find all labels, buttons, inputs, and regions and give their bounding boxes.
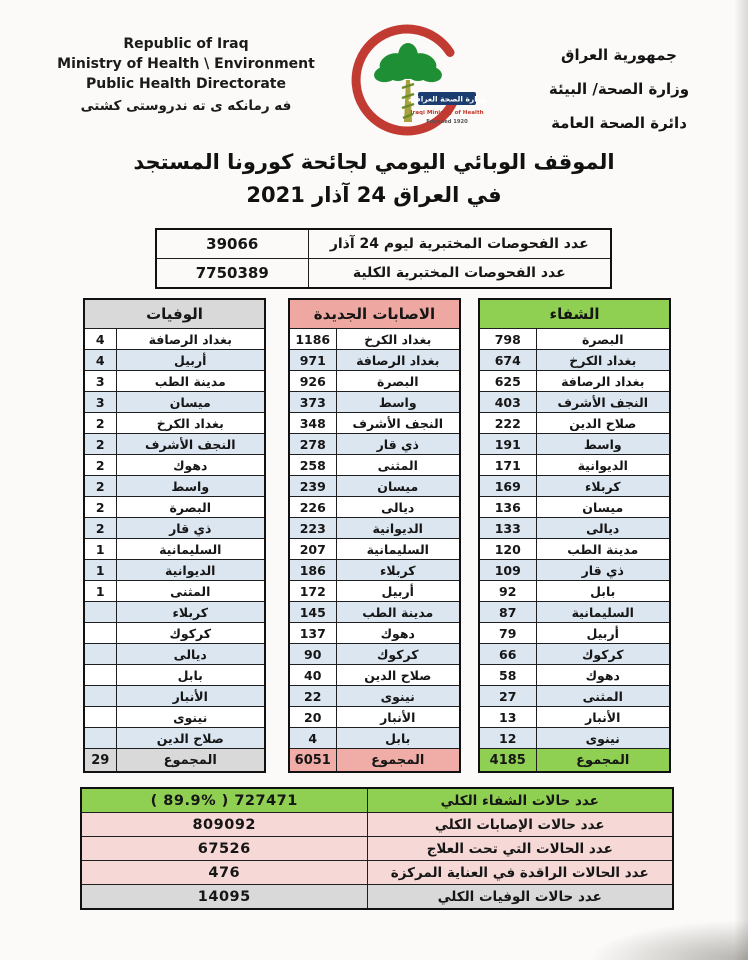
lab-tests-label: عدد الفحوصات المختبرية ليوم 24 آذار xyxy=(308,229,611,259)
table-row xyxy=(84,434,265,455)
region-value: 226 xyxy=(289,497,336,518)
lab-tests-value: 7750389 xyxy=(156,259,308,289)
region-name: كربلاء xyxy=(116,602,265,623)
region-name: الديوانية xyxy=(336,518,460,539)
logo-english-name: Iraqi Ministry of Health xyxy=(410,110,484,116)
region-value xyxy=(84,707,116,728)
table-row xyxy=(84,581,265,602)
photo-edge-shadow xyxy=(734,0,748,960)
region-value: 20 xyxy=(289,707,336,728)
region-name: الأنبار xyxy=(336,707,460,728)
table-row xyxy=(84,644,265,665)
total-value: 4185 xyxy=(479,749,536,773)
region-value: 971 xyxy=(289,350,336,371)
region-value: 4 xyxy=(289,728,336,749)
table-row xyxy=(84,623,265,644)
region-name: ديالى xyxy=(116,644,265,665)
region-value: 137 xyxy=(289,623,336,644)
region-value: 3 xyxy=(84,392,116,413)
table-row xyxy=(289,665,460,686)
region-value: 87 xyxy=(479,602,536,623)
region-name: كركوك xyxy=(116,623,265,644)
table-row xyxy=(289,707,460,728)
totals-summary-table xyxy=(80,787,674,910)
region-value: 348 xyxy=(289,413,336,434)
region-name: بغداد الرصافة xyxy=(116,329,265,350)
summary-label: عدد حالات الإصابات الكلي xyxy=(367,813,673,837)
recoveries-table xyxy=(478,298,671,773)
summary-label: عدد الحالات التي تحت العلاج xyxy=(367,837,673,861)
table-row xyxy=(84,371,265,392)
region-name: ميسان xyxy=(536,497,670,518)
region-value: 186 xyxy=(289,560,336,581)
table-row xyxy=(479,413,670,434)
table-row xyxy=(84,350,265,371)
table-row xyxy=(289,686,460,707)
table-row xyxy=(84,560,265,581)
table-row xyxy=(289,392,460,413)
region-value: 798 xyxy=(479,329,536,350)
table-row xyxy=(479,350,670,371)
region-value: 239 xyxy=(289,476,336,497)
table-row xyxy=(289,728,460,749)
region-name: مدينة الطب xyxy=(536,539,670,560)
region-value: 92 xyxy=(479,581,536,602)
total-label: المجموع xyxy=(116,749,265,773)
region-value: 3 xyxy=(84,371,116,392)
summary-row xyxy=(81,861,673,885)
region-value: 1186 xyxy=(289,329,336,350)
region-name: صلاح الدين xyxy=(336,665,460,686)
new-cases-table-title: الاصابات الجديدة xyxy=(289,299,460,329)
table-row xyxy=(84,392,265,413)
photo-corner-shadow xyxy=(588,920,748,960)
region-name: مدينة الطب xyxy=(116,371,265,392)
crescent-palm-logo-icon xyxy=(338,22,488,140)
region-name: بغداد الكرخ xyxy=(536,350,670,371)
table-row xyxy=(479,644,670,665)
region-name: البصرة xyxy=(336,371,460,392)
deaths-table-title: الوفيات xyxy=(84,299,265,329)
region-value: 109 xyxy=(479,560,536,581)
region-value: 2 xyxy=(84,455,116,476)
region-name: البصرة xyxy=(116,497,265,518)
region-value: 2 xyxy=(84,497,116,518)
region-name: النجف الأشرف xyxy=(336,413,460,434)
table-row xyxy=(479,434,670,455)
region-name: نينوى xyxy=(536,728,670,749)
total-value: 29 xyxy=(84,749,116,773)
table-row xyxy=(289,329,460,350)
table-row xyxy=(289,644,460,665)
region-value xyxy=(84,665,116,686)
region-name: المثنى xyxy=(336,455,460,476)
summary-value: 476 xyxy=(81,861,367,885)
summary-value: 14095 xyxy=(81,885,367,910)
table-row xyxy=(479,728,670,749)
region-name: النجف الأشرف xyxy=(536,392,670,413)
region-name: السليمانية xyxy=(116,539,265,560)
summary-row xyxy=(81,813,673,837)
region-value: 12 xyxy=(479,728,536,749)
table-row xyxy=(479,329,670,350)
region-value: 403 xyxy=(479,392,536,413)
region-value xyxy=(84,623,116,644)
table-row xyxy=(289,623,460,644)
table-row xyxy=(84,539,265,560)
region-value: 79 xyxy=(479,623,536,644)
region-value: 373 xyxy=(289,392,336,413)
region-name: ديالى xyxy=(536,518,670,539)
total-value: 6051 xyxy=(289,749,336,773)
table-row xyxy=(289,497,460,518)
table-row xyxy=(84,728,265,749)
region-value: 40 xyxy=(289,665,336,686)
summary-value: 67526 xyxy=(81,837,367,861)
region-value: 90 xyxy=(289,644,336,665)
table-row xyxy=(84,518,265,539)
report-title-line1: الموقف الوبائي اليومي لجائحة كورونا المستجد xyxy=(133,150,615,174)
header-en-line2: Ministry of Health \ Environment xyxy=(57,56,315,72)
region-value: 4 xyxy=(84,329,116,350)
region-name: بغداد الرصافة xyxy=(536,371,670,392)
table-row xyxy=(479,371,670,392)
region-name: صلاح الدين xyxy=(116,728,265,749)
header-english-block xyxy=(52,34,320,116)
region-name: الديوانية xyxy=(116,560,265,581)
table-row xyxy=(479,560,670,581)
table-row xyxy=(479,665,670,686)
table-total-row xyxy=(84,749,265,773)
table-row xyxy=(479,602,670,623)
table-row xyxy=(289,581,460,602)
region-value: 120 xyxy=(479,539,536,560)
region-name: أربيل xyxy=(116,350,265,371)
region-name: كركوك xyxy=(536,644,670,665)
region-value: 171 xyxy=(479,455,536,476)
region-value: 58 xyxy=(479,665,536,686)
table-row xyxy=(479,581,670,602)
header-en-line3: Public Health Directorate xyxy=(86,76,286,92)
table-row xyxy=(479,518,670,539)
table-row xyxy=(84,707,265,728)
region-name: صلاح الدين xyxy=(536,413,670,434)
region-value: 2 xyxy=(84,413,116,434)
region-value: 4 xyxy=(84,350,116,371)
region-name: أربيل xyxy=(536,623,670,644)
header-ar-line1: جمهورية العراق xyxy=(561,46,677,64)
table-row xyxy=(289,434,460,455)
lab-tests-row xyxy=(156,259,611,289)
table-row xyxy=(479,539,670,560)
region-value: 222 xyxy=(479,413,536,434)
table-row xyxy=(289,455,460,476)
region-value: 1 xyxy=(84,581,116,602)
region-value: 22 xyxy=(289,686,336,707)
table-row xyxy=(289,371,460,392)
summary-label: عدد الحالات الراقدة في العناية المركزة xyxy=(367,861,673,885)
region-name: بغداد الكرخ xyxy=(336,329,460,350)
header-ar-line3: دائرة الصحة العامة xyxy=(551,114,687,132)
region-name: كركوك xyxy=(336,644,460,665)
table-row xyxy=(479,392,670,413)
new-cases-table xyxy=(288,298,461,773)
summary-row xyxy=(81,788,673,813)
region-name: المثنى xyxy=(536,686,670,707)
region-name: نينوى xyxy=(336,686,460,707)
region-name: البصرة xyxy=(536,329,670,350)
region-name: السليمانية xyxy=(536,602,670,623)
lab-tests-table xyxy=(155,228,612,289)
summary-row xyxy=(81,837,673,861)
region-value: 1 xyxy=(84,560,116,581)
region-value: 1 xyxy=(84,539,116,560)
region-name: المثنى xyxy=(116,581,265,602)
table-row xyxy=(289,350,460,371)
region-value: 278 xyxy=(289,434,336,455)
lab-tests-label: عدد الفحوصات المختبرية الكلية xyxy=(308,259,611,289)
table-row xyxy=(84,329,265,350)
region-value: 172 xyxy=(289,581,336,602)
region-value: 625 xyxy=(479,371,536,392)
region-name: واسط xyxy=(336,392,460,413)
region-name: دهوك xyxy=(536,665,670,686)
region-name: بابل xyxy=(336,728,460,749)
header-arabic-block xyxy=(524,38,714,140)
table-total-row xyxy=(289,749,460,773)
region-name: ميسان xyxy=(116,392,265,413)
logo-arabic-name: وزارة الصحة العراقية xyxy=(408,94,486,104)
region-name: الديوانية xyxy=(536,455,670,476)
table-row xyxy=(479,623,670,644)
region-name: السليمانية xyxy=(336,539,460,560)
table-total-row xyxy=(479,749,670,773)
region-name: بابل xyxy=(116,665,265,686)
region-name: بغداد الكرخ xyxy=(116,413,265,434)
region-name: ذي قار xyxy=(536,560,670,581)
total-label: المجموع xyxy=(336,749,460,773)
table-row xyxy=(84,497,265,518)
region-value: 223 xyxy=(289,518,336,539)
lab-tests-row xyxy=(156,229,611,259)
region-name: كربلاء xyxy=(336,560,460,581)
table-row xyxy=(289,413,460,434)
recoveries-table-title: الشفاء xyxy=(479,299,670,329)
deaths-table xyxy=(83,298,266,773)
header-en-line1: Republic of Iraq xyxy=(123,36,249,52)
table-row xyxy=(84,455,265,476)
summary-label: عدد حالات الوفيات الكلي xyxy=(367,885,673,910)
ministry-of-health-logo-icon xyxy=(338,22,488,140)
region-value: 191 xyxy=(479,434,536,455)
region-value: 66 xyxy=(479,644,536,665)
table-row xyxy=(289,539,460,560)
region-value xyxy=(84,602,116,623)
table-row xyxy=(479,707,670,728)
region-value: 207 xyxy=(289,539,336,560)
table-row xyxy=(289,602,460,623)
report-title xyxy=(0,146,748,212)
region-name: دهوك xyxy=(336,623,460,644)
table-row xyxy=(84,686,265,707)
region-value: 169 xyxy=(479,476,536,497)
region-value: 2 xyxy=(84,476,116,497)
region-name: ذي قار xyxy=(116,518,265,539)
table-row xyxy=(84,665,265,686)
region-value: 258 xyxy=(289,455,336,476)
table-row xyxy=(289,476,460,497)
region-name: ذي قار xyxy=(336,434,460,455)
logo-founded-text: Founded 1920 xyxy=(426,119,468,125)
total-label: المجموع xyxy=(536,749,670,773)
region-value: 136 xyxy=(479,497,536,518)
region-name: بابل xyxy=(536,581,670,602)
table-row xyxy=(84,476,265,497)
region-name: النجف الأشرف xyxy=(116,434,265,455)
region-value xyxy=(84,644,116,665)
table-row xyxy=(84,602,265,623)
region-name: ديالى xyxy=(336,497,460,518)
region-value xyxy=(84,686,116,707)
region-value: 926 xyxy=(289,371,336,392)
table-row xyxy=(479,686,670,707)
region-name: واسط xyxy=(536,434,670,455)
region-name: بغداد الرصافة xyxy=(336,350,460,371)
region-value: 27 xyxy=(479,686,536,707)
table-row xyxy=(479,497,670,518)
lab-tests-value: 39066 xyxy=(156,229,308,259)
region-value: 674 xyxy=(479,350,536,371)
summary-label: عدد حالات الشفاء الكلي xyxy=(367,788,673,813)
table-row xyxy=(479,476,670,497)
region-value: 2 xyxy=(84,434,116,455)
region-name: أربيل xyxy=(336,581,460,602)
region-name: كربلاء xyxy=(536,476,670,497)
region-value xyxy=(84,728,116,749)
region-name: واسط xyxy=(116,476,265,497)
region-value: 13 xyxy=(479,707,536,728)
region-name: دهوك xyxy=(116,455,265,476)
summary-value: 809092 xyxy=(81,813,367,837)
region-value: 145 xyxy=(289,602,336,623)
summary-row xyxy=(81,885,673,910)
region-name: ميسان xyxy=(336,476,460,497)
region-name: نينوى xyxy=(116,707,265,728)
table-row xyxy=(289,518,460,539)
region-name: مدينة الطب xyxy=(336,602,460,623)
table-row xyxy=(479,455,670,476)
region-value: 133 xyxy=(479,518,536,539)
header-kurdish-line: فه رمانكه ى ته ندروستى كشتى xyxy=(80,98,292,114)
table-row xyxy=(289,560,460,581)
region-name: الأنبار xyxy=(536,707,670,728)
summary-value: ( 89.9% ) 727471 xyxy=(81,788,367,813)
report-title-line2: في العراق 24 آذار 2021 xyxy=(246,183,502,207)
region-name: الأنبار xyxy=(116,686,265,707)
table-row xyxy=(84,413,265,434)
region-value: 2 xyxy=(84,518,116,539)
header-ar-line2: وزارة الصحة/ البيئة xyxy=(548,80,690,98)
